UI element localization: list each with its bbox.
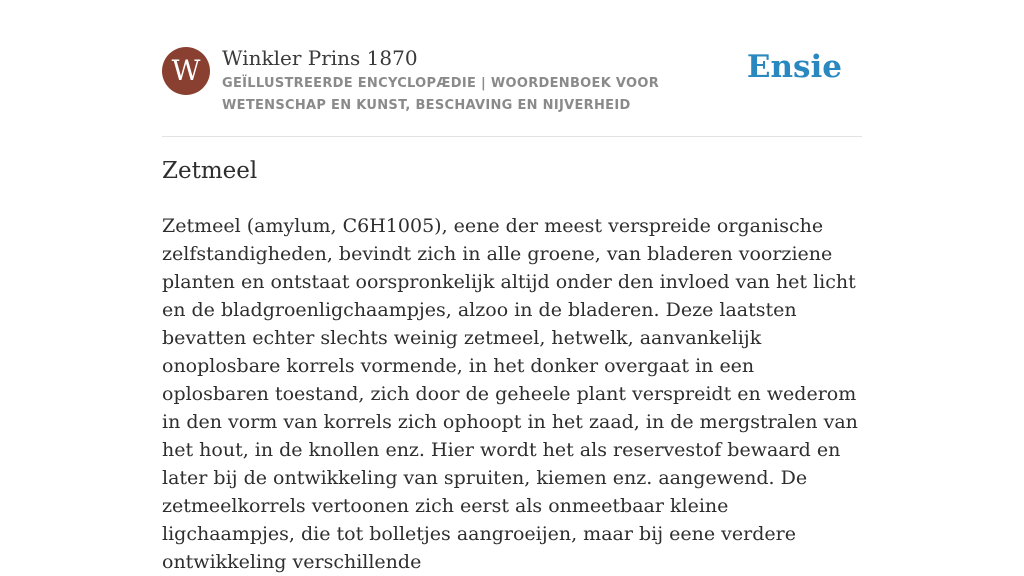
- entry-title: Zetmeel: [162, 158, 258, 184]
- source-subtitle: GEÏLLUSTREERDE ENCYCLOPÆDIE | WOORDENBOEK VOOR WETENSCHAP EN KUNST, BESCHAVING EN NIJVERHEID: [222, 76, 660, 113]
- source-header: [162, 44, 862, 137]
- entry-body: Zetmeel (amylum, C6H1005), eene der meest verspreide organische zelfstandigheden, bevindt zich in alle groene, van bladeren voorziene planten en ontstaat oorspronkelijk altijd onder den invloed van het licht en de bladgroenligchaampjes, alzoo in de bladeren. Deze laatsten bevatten echter slechts weinig zetmeel, hetwelk, aanvankelijk onoplosbare korrels vormende, in het donker overgaat in een oplosbaren toestand, zich door de geheele plant verspreidt en wederom in den vorm van korrels zich ophoopt in het zaad, in de mergstralen van het hout, in de knollen enz. Hier wordt het als reservestof bewaard en later bij de ontwikkeling van spruiten, kiemen enz. aangewend. De zetmeelkorrels vertoonen zich eerst als onmeetbaar kleine ligchaampjes, die tot bolletjes aangroeijen, maar bij eene verdere ontwikkeling verschillende: [162, 215, 858, 573]
- source-avatar[interactable]: W: [162, 47, 210, 95]
- source-title[interactable]: Winkler Prins 1870: [222, 46, 418, 70]
- ensie-logo[interactable]: Ensie: [746, 49, 842, 85]
